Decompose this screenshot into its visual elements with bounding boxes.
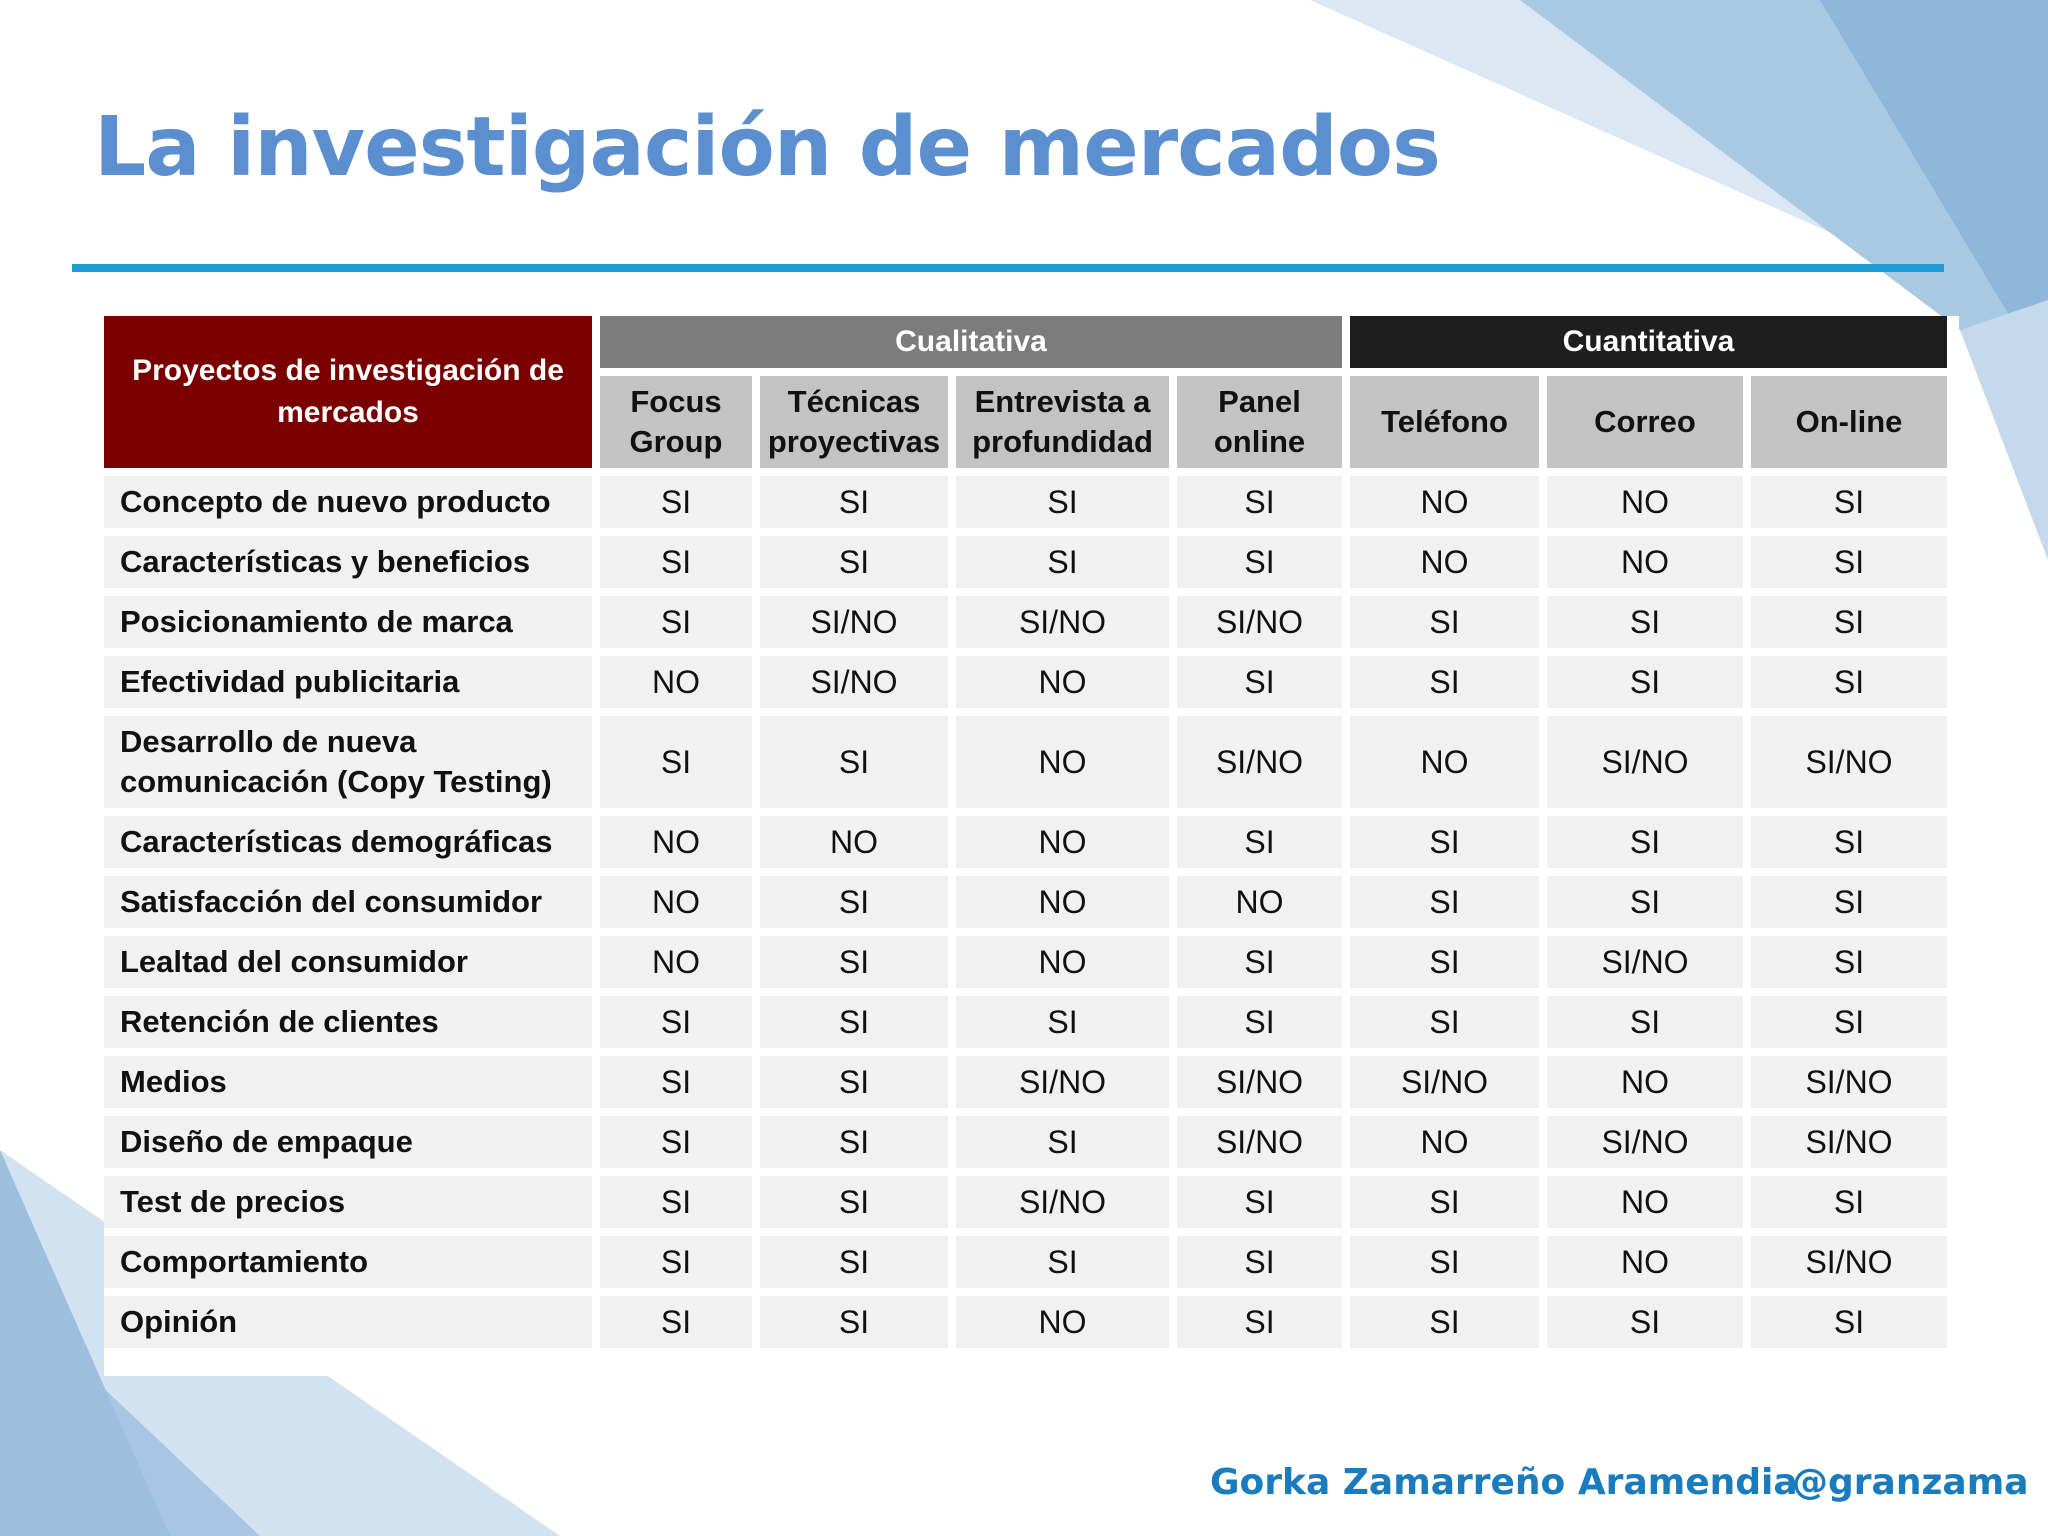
table-row <box>104 1236 1947 1288</box>
row-label: Características demográficas <box>104 816 592 868</box>
table-cell: SI <box>600 996 752 1048</box>
table-cell: SI/NO <box>956 596 1169 648</box>
table-cell: SI <box>956 476 1169 528</box>
table-row <box>104 1176 1947 1228</box>
row-label: Test de precios <box>104 1176 592 1228</box>
row-label: Comportamiento <box>104 1236 592 1288</box>
table-cell: SI <box>1177 476 1342 528</box>
row-label: Concepto de nuevo producto <box>104 476 592 528</box>
row-label: Desarrollo de nueva comunicación (Copy Testing) <box>104 716 592 808</box>
table-cell: SI/NO <box>1177 1116 1342 1168</box>
table-cell: SI <box>1547 656 1743 708</box>
table-cell: SI <box>600 476 752 528</box>
table-cell: NO <box>1547 1236 1743 1288</box>
table-cell: NO <box>1350 476 1539 528</box>
table-cell: SI <box>1350 1176 1539 1228</box>
row-label: Características y beneficios <box>104 536 592 588</box>
table-cell: SI <box>600 1236 752 1288</box>
corner-header: Proyectos de investigación de mercados <box>104 316 592 468</box>
row-label: Lealtad del consumidor <box>104 936 592 988</box>
table-cell: SI <box>760 1116 948 1168</box>
table-cell: NO <box>600 656 752 708</box>
table-row <box>104 996 1947 1048</box>
table-cell: SI <box>1547 596 1743 648</box>
table-cell: SI <box>760 1236 948 1288</box>
table-cell: SI <box>956 996 1169 1048</box>
table-cell: SI <box>1177 656 1342 708</box>
table-cell: NO <box>956 1296 1169 1348</box>
table-cell: SI <box>600 716 752 808</box>
table-cell: SI <box>956 1116 1169 1168</box>
column-header-correo: Correo <box>1547 376 1743 468</box>
table-cell: SI <box>1350 996 1539 1048</box>
row-label: Posicionamiento de marca <box>104 596 592 648</box>
table-cell: SI <box>760 876 948 928</box>
table-cell: NO <box>956 876 1169 928</box>
table-cell: SI <box>1350 936 1539 988</box>
slide-title: La investigación de mercados <box>94 100 1440 195</box>
table-cell: SI/NO <box>760 596 948 648</box>
table-cell: SI/NO <box>1177 596 1342 648</box>
table-cell: NO <box>1547 1176 1743 1228</box>
table-cell: SI <box>1177 936 1342 988</box>
table-cell: NO <box>600 816 752 868</box>
row-label: Opinión <box>104 1296 592 1348</box>
table-cell: SI <box>1177 536 1342 588</box>
table-cell: SI <box>1751 596 1947 648</box>
table-cell: SI <box>600 536 752 588</box>
table-cell: SI/NO <box>1751 1056 1947 1108</box>
table-row <box>104 536 1947 588</box>
table-row <box>104 716 1947 808</box>
table-cell: SI <box>1350 1236 1539 1288</box>
group-header-cualitativa: Cualitativa <box>600 316 1342 368</box>
table-row <box>104 656 1947 708</box>
research-methods-table <box>96 308 1955 1356</box>
table-cell: SI/NO <box>1547 716 1743 808</box>
table-cell: SI <box>1751 476 1947 528</box>
table-cell: SI/NO <box>1547 1116 1743 1168</box>
table-cell: SI <box>760 1296 948 1348</box>
table-cell: SI <box>1547 1296 1743 1348</box>
table-cell: NO <box>1547 1056 1743 1108</box>
table-cell: SI <box>1751 876 1947 928</box>
table-cell: SI <box>1751 1296 1947 1348</box>
table-cell: SI/NO <box>1547 936 1743 988</box>
row-label: Efectividad publicitaria <box>104 656 592 708</box>
column-header-telefono: Teléfono <box>1350 376 1539 468</box>
column-header-tecnicas-proyectivas: Técnicas proyectivas <box>760 376 948 468</box>
table-cell: NO <box>1350 716 1539 808</box>
table-cell: NO <box>760 816 948 868</box>
table-cell: SI/NO <box>1751 716 1947 808</box>
table-cell: SI <box>1350 876 1539 928</box>
table-row <box>104 1116 1947 1168</box>
table-cell: SI/NO <box>760 656 948 708</box>
table-cell: SI <box>1350 1296 1539 1348</box>
table-cell: SI <box>1177 996 1342 1048</box>
column-header-online: On-line <box>1751 376 1947 468</box>
table-cell: NO <box>1350 1116 1539 1168</box>
table-cell: SI <box>1751 816 1947 868</box>
column-header-panel-online: Panel online <box>1177 376 1342 468</box>
table-cell: NO <box>1177 876 1342 928</box>
table-cell: SI <box>1350 816 1539 868</box>
table-cell: SI <box>1177 1176 1342 1228</box>
table-cell: SI <box>1177 816 1342 868</box>
table-cell: NO <box>956 936 1169 988</box>
table-cell: SI <box>760 1056 948 1108</box>
table-cell: NO <box>1350 536 1539 588</box>
table-cell: SI <box>956 1236 1169 1288</box>
table-cell: SI <box>760 536 948 588</box>
table-cell: SI <box>1350 656 1539 708</box>
table-cell: SI <box>1350 596 1539 648</box>
table-cell: SI <box>600 1116 752 1168</box>
column-header-entrevista: Entrevista a profundidad <box>956 376 1169 468</box>
table-cell: SI <box>760 996 948 1048</box>
table-cell: SI <box>1177 1236 1342 1288</box>
table-cell: SI <box>600 1296 752 1348</box>
row-label: Satisfacción del consumidor <box>104 876 592 928</box>
table-cell: SI <box>600 1176 752 1228</box>
table-cell: SI/NO <box>956 1176 1169 1228</box>
footer-author: Gorka Zamarreño Aramendia <box>1210 1462 1798 1503</box>
row-label: Retención de clientes <box>104 996 592 1048</box>
right-edge-shape <box>1960 300 2048 560</box>
table-cell: NO <box>600 876 752 928</box>
title-divider <box>72 264 1944 272</box>
table-row <box>104 876 1947 928</box>
table-cell: SI <box>1751 936 1947 988</box>
table-cell: SI/NO <box>1177 1056 1342 1108</box>
table-cell: SI/NO <box>1751 1116 1947 1168</box>
table-cell: SI <box>760 476 948 528</box>
research-table-container <box>104 316 1959 1376</box>
table-cell: NO <box>600 936 752 988</box>
group-header-cuantitativa: Cuantitativa <box>1350 316 1947 368</box>
table-cell: SI <box>1547 816 1743 868</box>
table-row <box>104 816 1947 868</box>
table-cell: SI <box>1547 876 1743 928</box>
table-cell: SI <box>1751 536 1947 588</box>
table-cell: SI/NO <box>1751 1236 1947 1288</box>
table-cell: SI <box>760 1176 948 1228</box>
column-header-focus-group: Focus Group <box>600 376 752 468</box>
table-row <box>104 1056 1947 1108</box>
table-cell: SI <box>1177 1296 1342 1348</box>
table-row <box>104 476 1947 528</box>
table-cell: NO <box>1547 536 1743 588</box>
table-cell: SI <box>760 716 948 808</box>
table-row <box>104 596 1947 648</box>
table-cell: SI <box>1751 996 1947 1048</box>
table-cell: NO <box>1547 476 1743 528</box>
table-cell: SI <box>760 936 948 988</box>
table-body <box>104 476 1947 1348</box>
table-row <box>104 1296 1947 1348</box>
footer-handle: @granzama <box>1792 1462 2029 1503</box>
table-row <box>104 936 1947 988</box>
table-cell: SI/NO <box>1350 1056 1539 1108</box>
table-cell: SI/NO <box>1177 716 1342 808</box>
table-cell: NO <box>956 716 1169 808</box>
row-label: Diseño de empaque <box>104 1116 592 1168</box>
table-cell: SI <box>1547 996 1743 1048</box>
table-cell: SI <box>600 1056 752 1108</box>
row-label: Medios <box>104 1056 592 1108</box>
table-cell: SI <box>1751 1176 1947 1228</box>
table-cell: SI <box>600 596 752 648</box>
table-cell: NO <box>956 656 1169 708</box>
table-cell: SI/NO <box>956 1056 1169 1108</box>
table-cell: SI <box>1751 656 1947 708</box>
table-cell: NO <box>956 816 1169 868</box>
table-cell: SI <box>956 536 1169 588</box>
